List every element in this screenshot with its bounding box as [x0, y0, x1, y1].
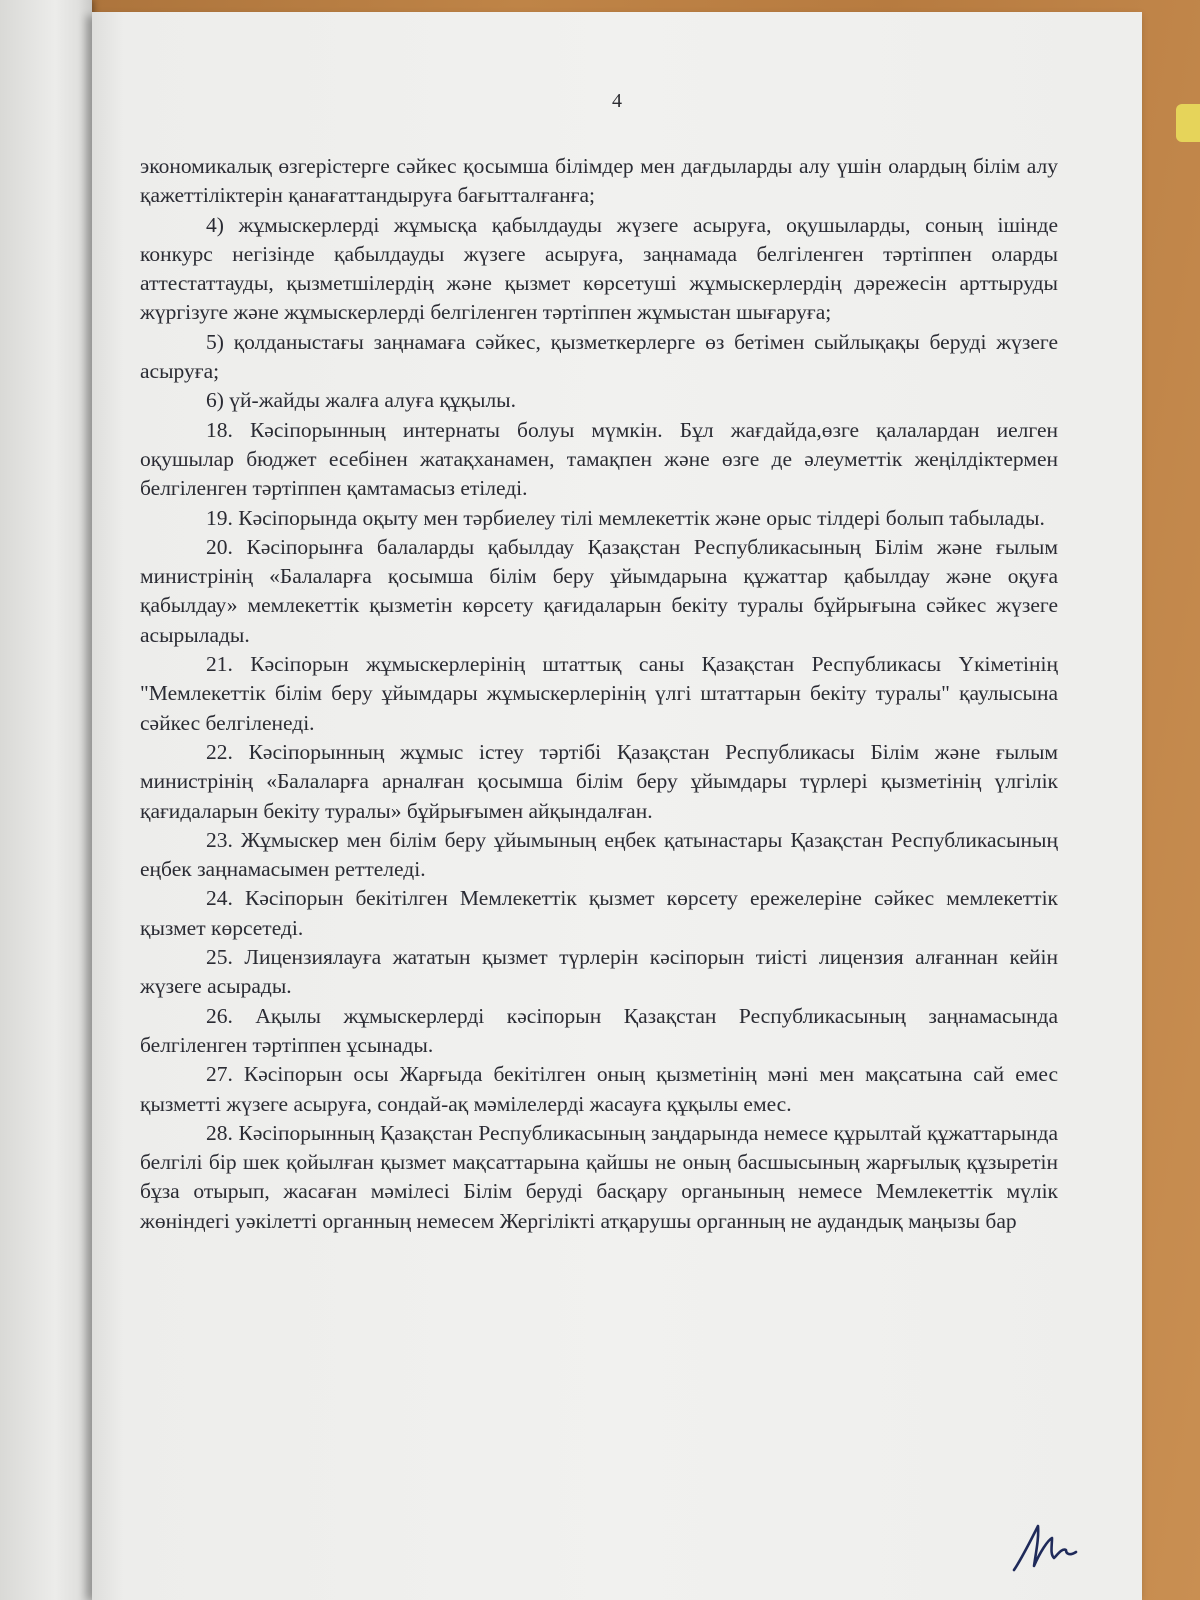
paragraph-18: 18. Кәсіпорынның интернаты болуы мүмкін. Бұл жағдайда,өзге қалалардан иелген оқушылар бюджет есебінен жатақханамен, тамақпен және өзге де әлеуметтік жеңілдіктермен белгіленген тәртіппен қамтамасыз етіледі. — [140, 417, 1058, 501]
paragraph-item-4: 4) жұмыскерлерді жұмысқа қабылдауды жүзеге асыруға, оқушыларды, соның ішінде конкурс негізінде қабылдауды жүзеге асыруға, заңнамада белгіленген тәртіппен оларды аттестаттауды, қызметшілердің және қызмет көрсетуші жұмыскерлердің дәрежесін арттыруды жүргізуге және жұмыскерлерді белгіленген тәртіппен жұмыстан шығаруға; — [140, 212, 1058, 325]
paragraph-28: 28. Кәсіпорынның Қазақстан Республикасының заңдарында немесе құрылтай құжаттарында белгілі бір шек қойылған қызмет мақсаттарына қайшы не оның басшысының жарғылық құзыретін бұза отырып, жасаған мәмілесі Білім беруді басқару органының немесе Мемлекеттік мүлік жөніндегі уәкілетті органның немесем Жергілікті атқарушы органның не аудандық маңызы бар — [140, 1120, 1058, 1233]
sticky-note-corner — [1176, 104, 1200, 142]
paragraph-24: 24. Кәсіпорын бекітілген Мемлекеттік қызмет көрсету ережелеріне сәйкес мемлекеттік қызмет көрсетеді. — [140, 886, 1058, 940]
page-number: 4 — [612, 90, 622, 112]
paragraph-26: 26. Ақылы жұмыскерлерді кәсіпорын Қазақстан Республикасының заңнамасында белгіленген тәртіппен ұсынады. — [140, 1003, 1058, 1057]
left-page-edge — [0, 0, 92, 1600]
paragraph-item-6: 6) үй-жайды жалға алуға құқылы. — [206, 388, 516, 413]
document-body — [140, 152, 1058, 1236]
paragraph-21: 21. Кәсіпорын жұмыскерлерінің штаттық саны Қазақстан Республикасы Үкіметінің "Мемлекеттік білім беру ұйымдары жұмыскерлерінің үлгі штаттарын бекіту туралы" қаулысына сәйкес белгіленеді. — [140, 652, 1058, 735]
document-page — [92, 12, 1142, 1600]
paragraph-22: 22. Кәсіпорынның жұмыс істеу тәртібі Қазақстан Республикасы Білім және ғылым министрінің «Балаларға арналған қосымша білім беру ұйымдары түрлері қызметінің үлгілік қағидаларын бекіту туралы» бұйрығымен айқындалған. — [140, 739, 1058, 823]
paragraph-continuation: экономикалық өзгерістерге сәйкес қосымша білімдер мен дағдыларды алу үшін олардың білім алу қажеттіліктерін қанағаттандыруға бағытталғанға; — [140, 154, 1058, 208]
paragraph-20: 20. Кәсіпорынға балаларды қабылдау Қазақстан Республикасының Білім және ғылым министрінің «Балаларға қосымша білім беру ұйымдарына құжаттар қабылдау және оқуға қабылдау» мемлекеттік қызметін көрсету қағидаларын бекіту туралы бұйрығына сәйкес жүзеге асырылады. — [140, 534, 1058, 647]
paragraph-item-5: 5) қолданыстағы заңнамаға сәйкес, қызметкерлерге өз бетімен сыйлықақы беруді жүзеге асыруға; — [140, 329, 1058, 384]
paragraph-25: 25. Лицензиялауға жататын қызмет түрлерін кәсіпорын тиісті лицензия алғаннан кейін жүзеге асырады. — [140, 945, 1058, 999]
handwritten-signature — [1008, 1508, 1088, 1578]
paragraph-23: 23. Жұмыскер мен білім беру ұйымының еңбек қатынастары Қазақстан Республикасының еңбек заңнамасымен реттеледі. — [140, 827, 1058, 882]
paragraph-19: 19. Кәсіпорында оқыту мен тәрбиелеу тілі мемлекеттік және орыс тілдері болып табылады. — [206, 505, 1045, 530]
paragraph-27: 27. Кәсіпорын осы Жарғыда бекітілген оның қызметінің мәні мен мақсатына сай емес қызметті жүзеге асыруға, сондай-ақ мәмілелерді жасауға құқылы емес. — [140, 1062, 1058, 1116]
